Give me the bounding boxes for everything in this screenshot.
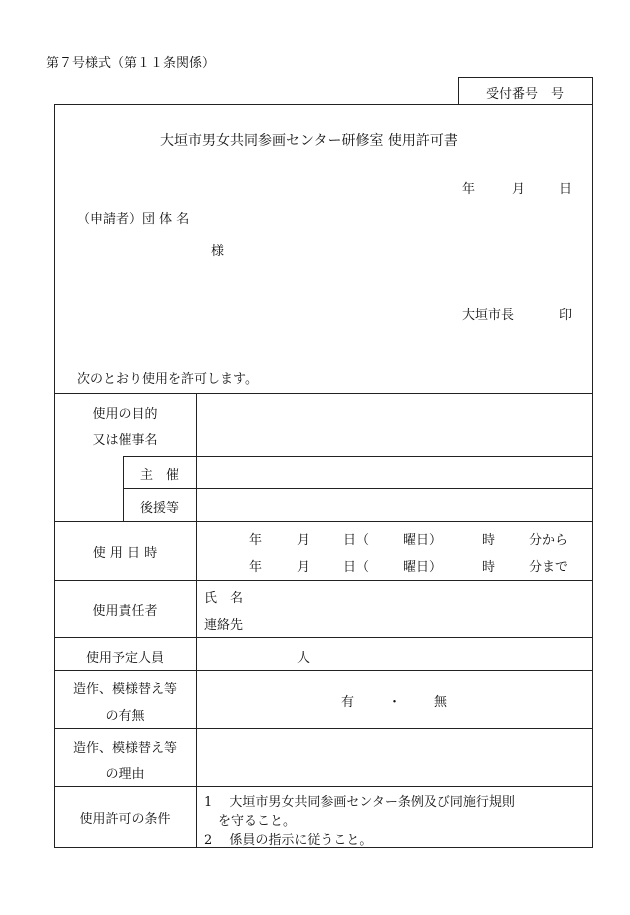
row-line <box>54 521 593 522</box>
date-month: 月 <box>512 182 526 197</box>
purpose-label-line1: 使用の目的 <box>92 407 158 422</box>
responsible-label: 使用責任者 <box>92 604 158 619</box>
receipt-number-label: 受付番号 号 <box>486 87 565 102</box>
people-unit: 人 <box>297 651 311 666</box>
row-line <box>54 670 593 671</box>
issuer: 大垣市長 <box>462 308 515 323</box>
dt-to-minute: 分まで <box>529 560 569 575</box>
row-line <box>54 580 593 581</box>
dt-to-month: 月 <box>297 560 311 575</box>
form-number: 第７号様式（第１１条関係） <box>46 56 216 71</box>
planned-people-label: 使用予定人員 <box>85 651 164 666</box>
date-day: 日 <box>559 182 573 197</box>
row-line <box>54 728 593 729</box>
dt-from-year: 年 <box>249 533 263 548</box>
sponsor-label: 後援等 <box>139 501 179 516</box>
dt-from-minute: 分から <box>529 533 569 548</box>
dt-from-weekday: 曜日） <box>403 533 443 548</box>
honorific: 様 <box>211 244 225 259</box>
option-separator: ・ <box>388 695 402 710</box>
row-line <box>54 786 593 787</box>
dt-to-hour: 時 <box>482 560 496 575</box>
seal-mark: 印 <box>559 308 573 323</box>
frame-right <box>592 77 593 848</box>
purpose-label-line2: 又は催事名 <box>92 433 158 448</box>
usage-datetime-label: 使 用 日 時 <box>92 546 158 561</box>
contact-label: 連絡先 <box>204 618 244 633</box>
modification-label-line1: 造作、模様替え等 <box>72 682 177 697</box>
row-line <box>123 488 593 489</box>
frame-top <box>54 104 593 105</box>
dt-to-year: 年 <box>249 560 263 575</box>
option-no: 無 <box>434 695 448 710</box>
receipt-box-top <box>458 77 593 78</box>
condition-2: 2 係員の指示に従うこと。 <box>204 833 373 848</box>
name-label: 氏 名 <box>204 591 244 606</box>
dt-to-day: 日（ <box>343 560 370 575</box>
row-line <box>123 456 593 457</box>
dt-from-day: 日（ <box>343 533 370 548</box>
dt-from-month: 月 <box>297 533 311 548</box>
host-label: 主 催 <box>139 468 179 483</box>
applicant-label: （申請者）団 体 名 <box>77 212 190 227</box>
option-yes: 有 <box>341 695 355 710</box>
column-divider <box>196 393 197 848</box>
reason-label-line1: 造作、模様替え等 <box>72 741 177 756</box>
dt-from-hour: 時 <box>482 533 496 548</box>
modification-label-line2: の有無 <box>105 709 145 724</box>
dt-to-weekday: 曜日） <box>403 560 443 575</box>
conditions-label: 使用許可の条件 <box>79 812 171 827</box>
condition-1-line1: 1 大垣市男女共同参画センター条例及び同施行規則 <box>204 795 515 810</box>
date-year: 年 <box>462 182 476 197</box>
reason-label-line2: の理由 <box>105 767 145 782</box>
receipt-box-left <box>458 77 459 105</box>
document-title: 大垣市男女共同参画センター研修室 使用許可書 <box>160 133 458 149</box>
intro-text: 次のとおり使用を許可します。 <box>77 372 258 387</box>
condition-1-line2: を守ること。 <box>218 814 297 829</box>
row-line <box>54 393 593 394</box>
row-line <box>54 637 593 638</box>
